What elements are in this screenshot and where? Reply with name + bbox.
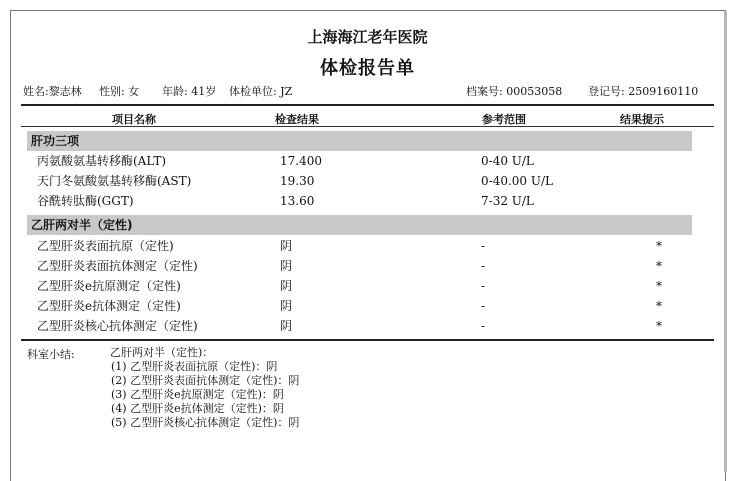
table-row xyxy=(0,316,735,336)
unit-label: 体检单位: xyxy=(229,85,277,98)
file-no-group xyxy=(466,83,562,99)
patient-age-group xyxy=(162,83,216,99)
item-name: 乙型肝炎表面抗体测定（定性) xyxy=(37,259,198,273)
summary-item: (3) 乙型肝炎e抗原测定（定性)：阴 xyxy=(111,388,284,401)
table-bottom-rule xyxy=(21,339,714,341)
table-row xyxy=(0,191,735,211)
item-reference: - xyxy=(481,279,486,293)
item-reference: 7-32 U/L xyxy=(481,194,534,208)
item-result: 19.30 xyxy=(280,174,315,188)
item-result: 17.400 xyxy=(280,154,322,168)
patient-name: 黎志林 xyxy=(48,85,82,98)
summary-item: (5) 乙型肝炎核心抗体测定（定性)：阴 xyxy=(111,416,300,429)
report-title: 体检报告单 xyxy=(320,58,415,79)
item-reference: - xyxy=(481,319,486,333)
summary-item: (4) 乙型肝炎e抗体测定（定性)：阴 xyxy=(111,402,284,415)
item-result: 阴 xyxy=(280,279,293,293)
summary-item: (1) 乙型肝炎表面抗原（定性)：阴 xyxy=(111,360,278,373)
item-reference: 0-40.00 U/L xyxy=(481,174,553,188)
col-header-item: 项目名称 xyxy=(112,113,156,126)
summary-heading: 乙肝两对半（定性)： xyxy=(110,346,214,359)
patient-unit-group xyxy=(229,83,292,99)
item-name: 丙氨酸氨基转移酶(ALT) xyxy=(37,154,167,168)
age-label: 年龄: xyxy=(162,85,188,98)
item-name: 乙型肝炎表面抗原（定性) xyxy=(37,239,174,253)
summary-item: (2) 乙型肝炎表面抗体测定（定性)：阴 xyxy=(111,374,300,387)
patient-unit: JZ xyxy=(280,85,293,98)
patient-gender-group xyxy=(99,83,139,99)
reg-no-label: 登记号: xyxy=(588,85,625,98)
col-header-result: 检查结果 xyxy=(275,113,319,126)
item-name: 乙型肝炎e抗原测定（定性) xyxy=(37,279,181,293)
reg-no-group xyxy=(588,83,698,99)
item-result: 阴 xyxy=(280,259,293,273)
patient-name-group xyxy=(23,83,82,99)
item-flag: * xyxy=(656,239,662,253)
patient-age: 41岁 xyxy=(191,85,217,98)
file-no: 00053058 xyxy=(506,85,563,98)
col-header-reference: 参考范围 xyxy=(482,113,526,126)
item-name: 乙型肝炎核心抗体测定（定性) xyxy=(37,319,198,333)
item-flag: * xyxy=(656,299,662,313)
item-flag: * xyxy=(656,319,662,333)
header-top-rule xyxy=(21,104,714,106)
item-flag: * xyxy=(656,259,662,273)
table-row xyxy=(0,171,735,191)
item-reference: - xyxy=(481,239,486,253)
item-name: 谷酰转肽酶(GGT) xyxy=(37,194,134,208)
section-header: 乙肝两对半（定性) xyxy=(27,215,692,235)
item-reference: - xyxy=(481,259,486,273)
table-row xyxy=(0,256,735,276)
table-row xyxy=(0,296,735,316)
department-summary xyxy=(110,346,299,430)
gender-label: 性别: xyxy=(99,85,125,98)
table-row xyxy=(0,151,735,171)
item-reference: - xyxy=(481,299,486,313)
item-result: 阴 xyxy=(280,239,293,253)
summary-label: 科室小结: xyxy=(27,348,75,361)
name-label: 姓名: xyxy=(23,85,49,98)
table-row xyxy=(0,236,735,256)
col-header-flag: 结果提示 xyxy=(620,113,664,126)
item-result: 阴 xyxy=(280,319,293,333)
hospital-name: 上海海江老年医院 xyxy=(307,28,428,46)
item-result: 13.60 xyxy=(280,194,315,208)
table-row xyxy=(0,276,735,296)
file-no-label: 档案号: xyxy=(466,85,503,98)
reg-no: 2509160110 xyxy=(628,85,699,98)
item-flag: * xyxy=(656,279,662,293)
header-bottom-rule xyxy=(21,126,714,127)
item-reference: 0-40 U/L xyxy=(481,154,534,168)
patient-gender: 女 xyxy=(128,85,140,98)
section-header: 肝功三项 xyxy=(27,131,692,151)
item-name: 天门冬氨酸氨基转移酶(AST) xyxy=(37,174,192,188)
item-name: 乙型肝炎e抗体测定（定性) xyxy=(37,299,181,313)
item-result: 阴 xyxy=(280,299,293,313)
